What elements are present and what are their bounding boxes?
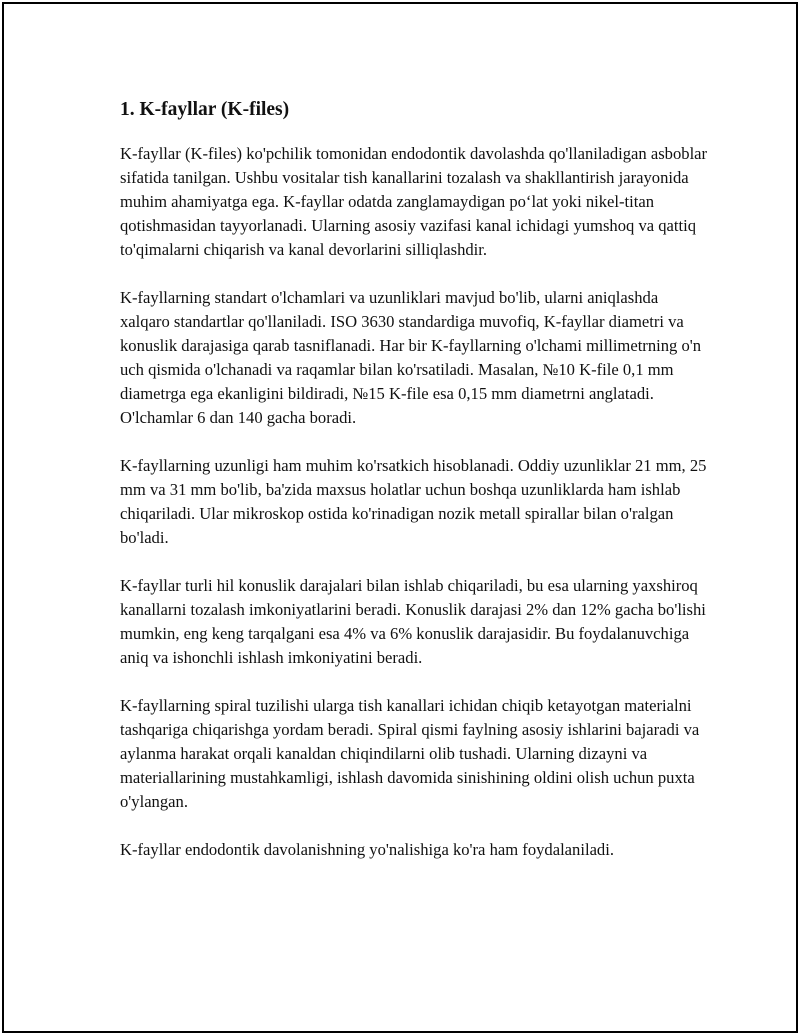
paragraph: K-fayllarning spiral tuzilishi ularga tish kanallari ichidan chiqib ketayotgan materialni tashqariga chiqarishga yordam beradi. Spiral qismi faylning asosiy ishlarini bajaradi va aylanma harakat orqali kanaldan chiqindilarni olib tushadi. Ularning dizayni va materiallarining mustahkamligi, ishlash davomida sinishining oldini olish uchun puxta o'ylangan. [120, 696, 700, 811]
paragraph: K-fayllar endodontik davolanishning yo'nalishiga ko'ra ham foydalaniladi. [120, 840, 614, 859]
document-body [120, 96, 710, 886]
page-frame [2, 2, 798, 1033]
paragraph: K-fayllar (K-files) ko'pchilik tomonidan endodontik davolashda qo'llaniladigan asboblar sifatida tanilgan. Ushbu vositalar tish kanallarini tozalash va shakllantirish jarayonida muhim ahamiyatga ega. K-fayllar odatda zanglamaydigan po‘lat yoki nikel-titan qotishmasidan tayyorlanadi. Ularning asosiy vazifasi kanal ichidagi yumshoq va qattiq to'qimalarni chiqarish va kanal devorlarini silliqlashdir. [120, 144, 708, 259]
paragraph: K-fayllarning uzunligi ham muhim ko'rsatkich hisoblanadi. Oddiy uzunliklar 21 mm, 25 mm va 31 mm bo'lib, ba'zida maxsus holatlar uchun boshqa uzunliklarda ham ishlab chiqariladi. Ular mikroskop ostida ko'rinadigan nozik metall spirallar bilan o'ralgan bo'ladi. [120, 456, 707, 547]
section-heading: 1. K-fayllar (K-files) [120, 99, 290, 120]
paragraph: K-fayllarning standart o'lchamlari va uzunliklari mavjud bo'lib, ularni aniqlashda xalqaro standartlar qo'llaniladi. ISO 3630 standardiga muvofiq, K-fayllar diametri va konuslik darajasiga qarab tasniflanadi. Har bir K-fayllarning o'lchami millimetrning o'n uch qismida o'lchanadi va raqamlar bilan ko'rsatiladi. Masalan, №10 K-file 0,1 mm diametrga ega ekanligini bildiradi, №15 K-file esa 0,15 mm diametrni anglatadi. O'lchamlar 6 dan 140 gacha boradi. [120, 288, 702, 427]
paragraph: K-fayllar turli hil konuslik darajalari bilan ishlab chiqariladi, bu esa ularning yaxshiroq kanallarni tozalash imkoniyatlarini beradi. Konuslik darajasi 2% dan 12% gacha bo'lishi mumkin, eng keng tarqalgani esa 4% va 6% konuslik darajasidir. Bu foydalanuvchiga aniq va ishonchli ishlash imkoniyatini beradi. [120, 576, 706, 667]
